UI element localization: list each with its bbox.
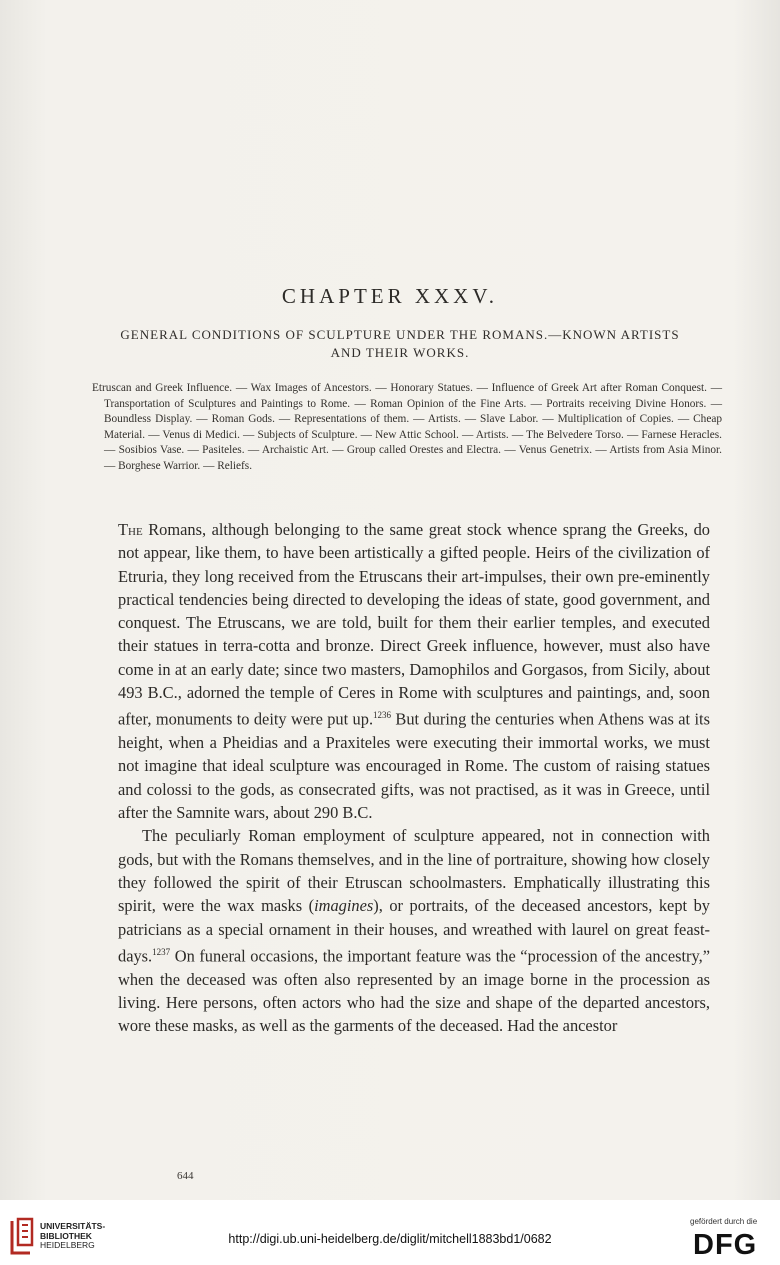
body-text [118, 518, 710, 1037]
library-name-line-3: HEIDELBERG [40, 1240, 95, 1250]
paragraph-2-text-b: ), or portraits, of the deceased ancestors, kept by patricians as a special ornament in their houses, and wreathed with laurel on great feast-days. [118, 896, 710, 966]
paragraph-1 [118, 518, 710, 824]
funding-note: gefördert durch die [690, 1217, 758, 1226]
paragraph-2-text-a: The peculiarly Roman employment of sculpture appeared, not in connection with gods, but with the Romans themselves, and in the line of portraiture, showing how closely they followed the spirit of their Etruscan schoolmasters. Emphatically illustrating this spirit, were the wax masks ( [118, 826, 710, 916]
paragraph-lead: The [118, 520, 143, 539]
paragraph-2 [118, 824, 710, 1037]
latin-term: imagines [314, 896, 374, 916]
dfg-logo: DFG [693, 1229, 758, 1261]
library-name-line-2: BIBLIOTHEK [40, 1230, 92, 1241]
library-name-line-1: UNIVERSITÄTS- [40, 1221, 106, 1231]
chapter-title: CHAPTER XXXV. [281, 284, 499, 308]
footnote-ref-1237: 1237 [152, 946, 171, 957]
chapter-subtitle: GENERAL CONDITIONS OF SCULPTURE UNDER THE ROMANS.—KNOWN ARTISTS AND THEIR WORKS. [120, 327, 680, 360]
paragraph-1-text-b: But during the centuries when Athens was at its height, when a Pheidias and a Praxiteles were executing their immortal works, we must not imagine that ideal sculpture was encouraged in Rome. The custom of raising statues and colossi to the gods, as consecrated gifts, was not practised, as it was in Greece, until after the Samnite wars, about 290 B.C. [118, 709, 710, 823]
chapter-summary: Etruscan and Greek Influence. — Wax Images of Ancestors. — Honorary Statues. — Influence of Greek Art after Roman Conquest. — Transportation of Sculptures and Paintings to Rome. — Roman Opinion of the Fine Arts. — Portraits receiving Divine Honors. — Boundless Display. — Roman Gods. — Representations of them. — Artists. — Slave Labor. — Multiplication of Copies. — Cheap Material. — Venus di Medici. — Subjects of Sculpture. — New Attic School. — Artists. — The Belvedere Torso. — Farnese Heracles. — Sosibios Vase. — Pasiteles. — Archaistic Art. — Group called Orestes and Electra. — Venus Genetrix. — Artists from Asia Minor. — Borghese Warrior. — Reliefs. [92, 382, 722, 472]
page-number: 644 [177, 1170, 194, 1182]
paragraph-2-text-c: On funeral occasions, the important feature was the “procession of the ancestry,” when the deceased was often also represented by an image borne in the procession as living. Here persons, often actors who had the size and shape of the departed ancestors, wore these masks, as well as the garments of the deceased. Had the ancestor [118, 946, 710, 1036]
paragraph-1-text-a: Romans, although belonging to the same great stock whence sprang the Greeks, do not appear, like them, to have been artistically a gifted people. Heirs of the civilization of Etruria, they long received from the Etruscans their art-impulses, their own pre-eminently practical tendencies being directed to developing the ideas of state, good government, and conquest. The Etruscans, we are told, built for them their earlier temples, and executed their statues in terra-cotta and bronze. Direct Greek influence, however, must also have come in at an early date; since two masters, Damophilos and Gorgasos, from Sicily, about 493 B.C., adorned the temple of Ceres in Rome with sculptures and paintings, and, soon after, monuments to deity were put up. [118, 520, 710, 729]
footnote-ref-1236: 1236 [373, 710, 392, 721]
source-url-link[interactable]: http://digi.ub.uni-heidelberg.de/diglit/mitchell1883bd1/0682 [228, 1232, 552, 1246]
